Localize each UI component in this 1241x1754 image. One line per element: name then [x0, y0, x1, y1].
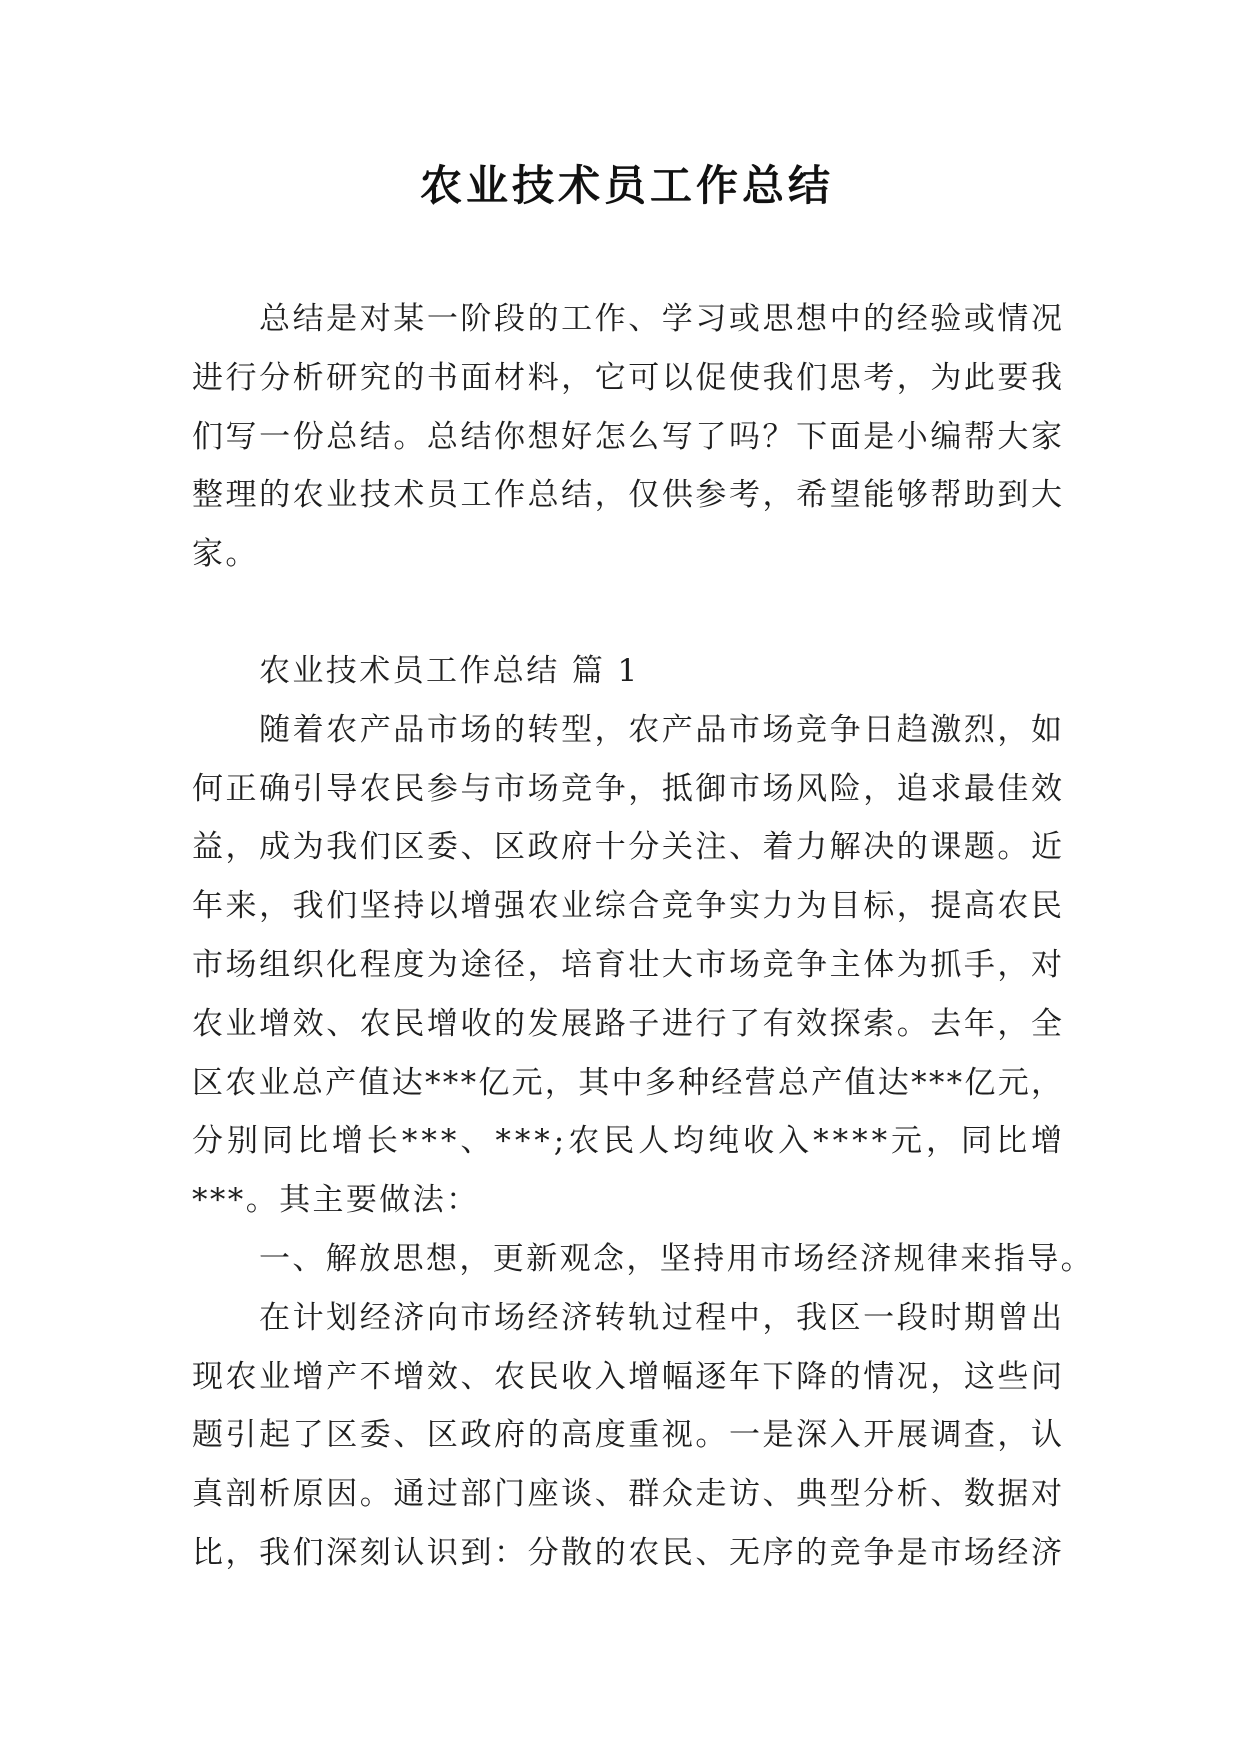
- text-line: [192, 1230, 1094, 1289]
- text-line-content: 比，我们深刻认识到：分散的农民、无序的竞争是市场经济: [192, 1534, 1065, 1571]
- paragraph: [192, 1289, 1065, 1583]
- text-line: [192, 466, 1065, 525]
- paragraph: [192, 701, 1066, 1230]
- text-line-content: 进行分析研究的书面材料，它可以促使我们思考，为此要我: [192, 359, 1065, 396]
- text-line: [192, 760, 1065, 819]
- text-line: [192, 349, 1065, 408]
- text-line-content: 农业技术员工作总结 篇 1: [259, 652, 640, 689]
- text-line: [192, 818, 1065, 877]
- text-line: [192, 877, 1065, 936]
- text-line-content: 在计划经济向市场经济转轨过程中，我区一段时期曾出: [259, 1299, 1065, 1336]
- paragraph: [192, 290, 1065, 584]
- text-line-content: 区农业总产值达***亿元，其中多种经营总产值达***亿元，: [192, 1064, 1065, 1101]
- text-line: [192, 408, 1065, 467]
- text-line-content: 随着农产品市场的转型，农产品市场竞争日趋激烈，如: [259, 711, 1065, 748]
- section-heading: [192, 642, 1062, 701]
- text-line: [192, 1054, 1065, 1113]
- text-line-content: 农业增效、农民增收的发展路子进行了有效探索。去年，全: [192, 1005, 1065, 1042]
- text-line: [192, 1465, 1065, 1524]
- text-line-content: 市场组织化程度为途径，培育壮大市场竞争主体为抓手，对: [192, 946, 1065, 983]
- text-line: [192, 1348, 1065, 1407]
- text-line: [192, 1289, 1065, 1348]
- text-line-content: 何正确引导农民参与市场竞争，抵御市场风险，追求最佳效: [192, 770, 1065, 807]
- text-line: [192, 995, 1065, 1054]
- text-line-content: 真剖析原因。通过部门座谈、群众走访、典型分析、数据对: [192, 1476, 1065, 1513]
- document-title: 农业技术员工作总结: [419, 161, 834, 210]
- text-line-content: 现农业增产不增效、农民收入增幅逐年下降的情况，这些问: [192, 1358, 1065, 1395]
- paragraph: [192, 1230, 1094, 1289]
- text-line-content: 益，成为我们区委、区政府十分关注、着力解决的课题。近: [192, 829, 1065, 866]
- text-line-content: 们写一份总结。总结你想好怎么写了吗？下面是小编帮大家: [192, 418, 1065, 455]
- text-line-content: 总结是对某一阶段的工作、学习或思想中的经验或情况: [259, 301, 1065, 337]
- text-line: [192, 936, 1065, 995]
- text-line-content: 题引起了区委、区政府的高度重视。一是深入开展调查，认: [192, 1417, 1065, 1454]
- text-line: [192, 701, 1065, 760]
- text-line-content: 分别同比增长***、***;农民人均纯收入****元，同比增: [192, 1123, 1066, 1160]
- text-line-content: 整理的农业技术员工作总结，仅供参考，希望能够帮助到大: [192, 477, 1065, 514]
- text-line-content: 家。: [192, 536, 259, 573]
- text-line-content: ***。其主要做法：: [192, 1182, 480, 1219]
- text-line-content: 一、解放思想，更新观念，坚持用市场经济规律来指导。: [259, 1240, 1094, 1277]
- text-line: [192, 642, 1062, 701]
- text-line: [192, 290, 1065, 349]
- text-line: [192, 1112, 1066, 1171]
- text-line: [192, 1406, 1065, 1465]
- text-line: [192, 525, 1062, 584]
- text-line-content: 年来，我们坚持以增强农业综合竞争实力为目标，提高农民: [192, 888, 1065, 925]
- text-line: [192, 1524, 1065, 1583]
- text-line: [192, 1171, 1062, 1230]
- document-body: [192, 290, 1094, 1583]
